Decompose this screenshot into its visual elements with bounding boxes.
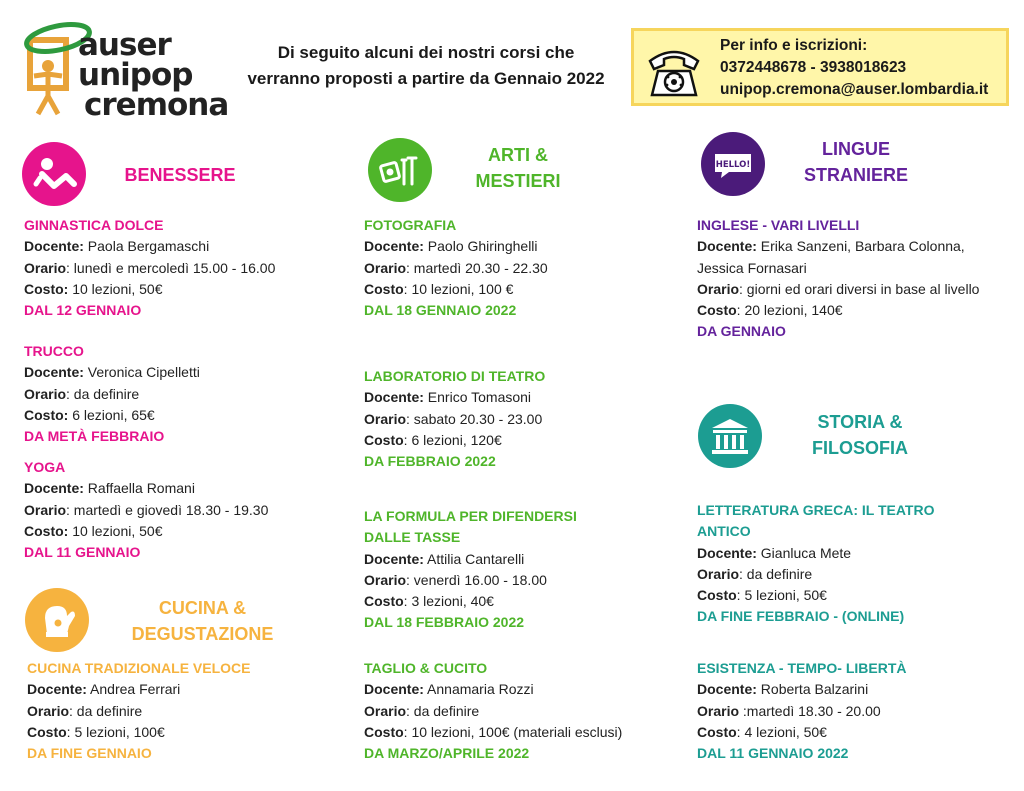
- course-inglese: [697, 215, 1017, 343]
- costo-label: Costo:: [24, 406, 69, 423]
- course-ginnastica: [24, 215, 344, 321]
- sit-up-icon: [22, 142, 86, 206]
- course-yoga: [24, 457, 344, 563]
- orario-value: : venerdì 16.00 - 18.00: [406, 571, 547, 588]
- course-cucina-tradizionale: [27, 658, 347, 764]
- storia-icon: [698, 404, 762, 468]
- course-title: FOTOGRAFIA: [364, 217, 457, 233]
- course-title: CUCINA TRADIZIONALE VELOCE: [27, 660, 251, 676]
- orario-label: Orario: [24, 501, 67, 518]
- course-title: ESISTENZA - TEMPO- LIBERTÀ: [697, 660, 907, 676]
- hello-bubble-icon: [701, 132, 765, 196]
- headline-line1: Di seguito alcuni dei nostri corsi che: [277, 43, 575, 62]
- start-date: DA FEBBRAIO 2022: [364, 453, 496, 470]
- costo-value: 10 lezioni, 50€: [68, 280, 163, 297]
- costo-label: Costo: [364, 593, 404, 610]
- orario-value: :martedì 18.30 - 20.00: [739, 702, 881, 719]
- docente-label: Docente:: [24, 364, 84, 381]
- start-date: DA METÀ FEBBRAIO: [24, 428, 165, 445]
- orario-value: : da definire: [739, 565, 813, 582]
- logo-line-cremona: cremona: [84, 87, 229, 123]
- info-box: [631, 28, 1009, 106]
- course-title: GINNASTICA DOLCE: [24, 217, 164, 233]
- logo-line-auser: auser: [78, 27, 171, 63]
- orario-value: : lunedì e mercoledì 15.00 - 16.00: [66, 259, 276, 276]
- docente-value: Andrea Ferrari: [90, 681, 181, 698]
- costo-value: : 10 lezioni, 100 €: [403, 280, 514, 297]
- orario-label: Orario: [24, 259, 67, 276]
- course-esistenza: [697, 658, 1017, 764]
- start-date: DA FINE GENNAIO: [27, 745, 152, 762]
- orario-value: : da definire: [69, 702, 143, 719]
- storia-title: [790, 409, 930, 461]
- costo-value: 6 lezioni, 65€: [68, 406, 155, 423]
- benessere-icon: [22, 142, 86, 206]
- arti-title-line1: ARTI &: [488, 145, 548, 165]
- info-title: Per info e iscrizioni:: [720, 37, 868, 54]
- orario-value: : giorni ed orari diversi in base al livello: [739, 280, 980, 297]
- logo-line-unipop: unipop: [78, 57, 193, 93]
- orario-label: Orario: [364, 410, 407, 427]
- course-title: INGLESE - VARI LIVELLI: [697, 217, 860, 233]
- docente-value: Paolo Ghiringhelli: [427, 238, 538, 255]
- orario-label: Orario: [364, 702, 407, 719]
- docente-label: Docente:: [24, 480, 84, 497]
- docente-label: Docente:: [364, 238, 424, 255]
- cucina-icon: [25, 588, 89, 652]
- course-title-line1: LA FORMULA PER DIFENDERSI: [364, 508, 577, 524]
- costo-value: : 5 lezioni, 100€: [66, 723, 165, 740]
- lingue-title-line2: STRANIERE: [803, 165, 908, 185]
- costo-value: : 4 lezioni, 50€: [736, 723, 827, 740]
- orario-label: Orario: [364, 571, 407, 588]
- auser-unipop-logo: [24, 16, 229, 126]
- costo-label: Costo:: [24, 522, 69, 539]
- orario-label: Orario: [697, 280, 740, 297]
- course-title-line2: ANTICO: [697, 523, 751, 540]
- course-title: YOGA: [24, 459, 66, 475]
- museum-icon: [698, 404, 762, 468]
- docente-label: Docente:: [697, 681, 757, 698]
- docente-value: Roberta Balzarini: [760, 681, 869, 698]
- start-date: DAL 11 GENNAIO: [24, 544, 141, 561]
- docente-value: Attilia Cantarelli: [427, 550, 525, 567]
- orario-value: : da definire: [66, 385, 140, 402]
- costo-value: : 20 lezioni, 140€: [736, 302, 843, 319]
- course-fotografia: [364, 215, 684, 321]
- start-date: DAL 18 GENNAIO 2022: [364, 302, 517, 319]
- docente-label: Docente:: [697, 238, 757, 255]
- costo-label: Costo:: [24, 280, 69, 297]
- course-taglio: [364, 658, 684, 764]
- orario-label: Orario: [24, 385, 67, 402]
- costo-label: Costo: [697, 302, 737, 319]
- tools-icon: [368, 138, 432, 202]
- docente-value: Paola Bergamaschi: [87, 238, 210, 255]
- start-date: DAL 18 FEBBRAIO 2022: [364, 614, 525, 631]
- costo-value: : 5 lezioni, 50€: [736, 587, 827, 604]
- lingue-icon: [701, 132, 765, 196]
- docente-label: Docente:: [364, 681, 424, 698]
- docente-value: Erika Sanzeni, Barbara Colonna,: [760, 238, 965, 255]
- telephone-icon: [644, 41, 704, 101]
- orario-value: : sabato 20.30 - 23.00: [406, 410, 543, 427]
- costo-value: : 10 lezioni, 100€ (materiali esclusi): [403, 723, 623, 740]
- info-phones[interactable]: 0372448678 - 3938018623: [720, 59, 907, 76]
- orario-value: : da definire: [406, 702, 480, 719]
- start-date: DAL 11 GENNAIO 2022: [697, 745, 849, 762]
- costo-value: 10 lezioni, 50€: [68, 522, 163, 539]
- cucina-title-line1: CUCINA &: [158, 598, 247, 618]
- info-email[interactable]: unipop.cremona@auser.lombardia.it: [720, 81, 989, 98]
- docente-value: Veronica Cipelletti: [87, 364, 200, 381]
- costo-label: Costo: [27, 723, 67, 740]
- docente-value: Annamaria Rozzi: [427, 681, 534, 698]
- start-date: DA FINE FEBBRAIO - (ONLINE): [697, 608, 905, 625]
- start-date: DAL 12 GENNAIO: [24, 302, 142, 319]
- docente-value: Raffaella Romani: [87, 480, 195, 497]
- docente-value: Gianluca Mete: [760, 544, 852, 561]
- docente-label: Docente:: [364, 389, 424, 406]
- orario-value: : martedì e giovedì 18.30 - 19.30: [66, 501, 269, 518]
- costo-label: Costo: [697, 587, 737, 604]
- headline: [222, 40, 630, 92]
- costo-label: Costo: [364, 723, 404, 740]
- course-title: TRUCCO: [24, 343, 84, 359]
- course-title-line2: DALLE TASSE: [364, 529, 461, 546]
- headline-line2: verranno proposti a partire da Gennaio 2022: [247, 69, 605, 88]
- course-tasse: [364, 506, 684, 634]
- start-date: DA GENNAIO: [697, 323, 786, 340]
- storia-title-line1: STORIA &: [817, 412, 903, 432]
- orario-label: Orario: [27, 702, 70, 719]
- course-teatro: [364, 366, 684, 472]
- docente-label: Docente:: [24, 238, 84, 255]
- orario-label: Orario: [364, 259, 407, 276]
- svg-text:HELLO!: HELLO!: [715, 160, 751, 170]
- orario-label: Orario: [697, 565, 740, 582]
- docente-label: Docente:: [697, 544, 757, 561]
- docente-value-line2: Jessica Fornasari: [697, 259, 807, 276]
- oven-mitt-icon: [25, 588, 89, 652]
- course-trucco: [24, 341, 344, 447]
- lingue-title: [786, 136, 926, 188]
- benessere-title: BENESSERE: [124, 165, 236, 185]
- arti-title-line2: MESTIERI: [475, 171, 561, 191]
- orario-value: : martedì 20.30 - 22.30: [406, 259, 548, 276]
- arti-icon: [368, 138, 432, 202]
- costo-label: Costo: [364, 280, 404, 297]
- lingue-title-line1: LINGUE: [821, 139, 890, 159]
- course-title-line1: LETTERATURA GRECA: IL TEATRO: [697, 502, 935, 518]
- docente-value: Enrico Tomasoni: [427, 389, 532, 406]
- docente-label: Docente:: [364, 550, 424, 567]
- costo-label: Costo: [364, 431, 404, 448]
- cucina-title-line2: DEGUSTAZIONE: [131, 624, 274, 644]
- course-title: LABORATORIO DI TEATRO: [364, 368, 546, 384]
- arti-title: [448, 142, 588, 194]
- costo-value: : 6 lezioni, 120€: [403, 431, 502, 448]
- costo-label: Costo: [697, 723, 737, 740]
- course-title: TAGLIO & CUCITO: [364, 660, 488, 676]
- start-date: DA MARZO/APRILE 2022: [364, 745, 530, 762]
- course-letteratura-greca: [697, 500, 1017, 628]
- storia-title-line2: FILOSOFIA: [812, 438, 908, 458]
- costo-value: : 3 lezioni, 40€: [403, 593, 494, 610]
- cucina-title: [100, 595, 305, 647]
- orario-label: Orario: [697, 702, 740, 719]
- docente-label: Docente:: [27, 681, 87, 698]
